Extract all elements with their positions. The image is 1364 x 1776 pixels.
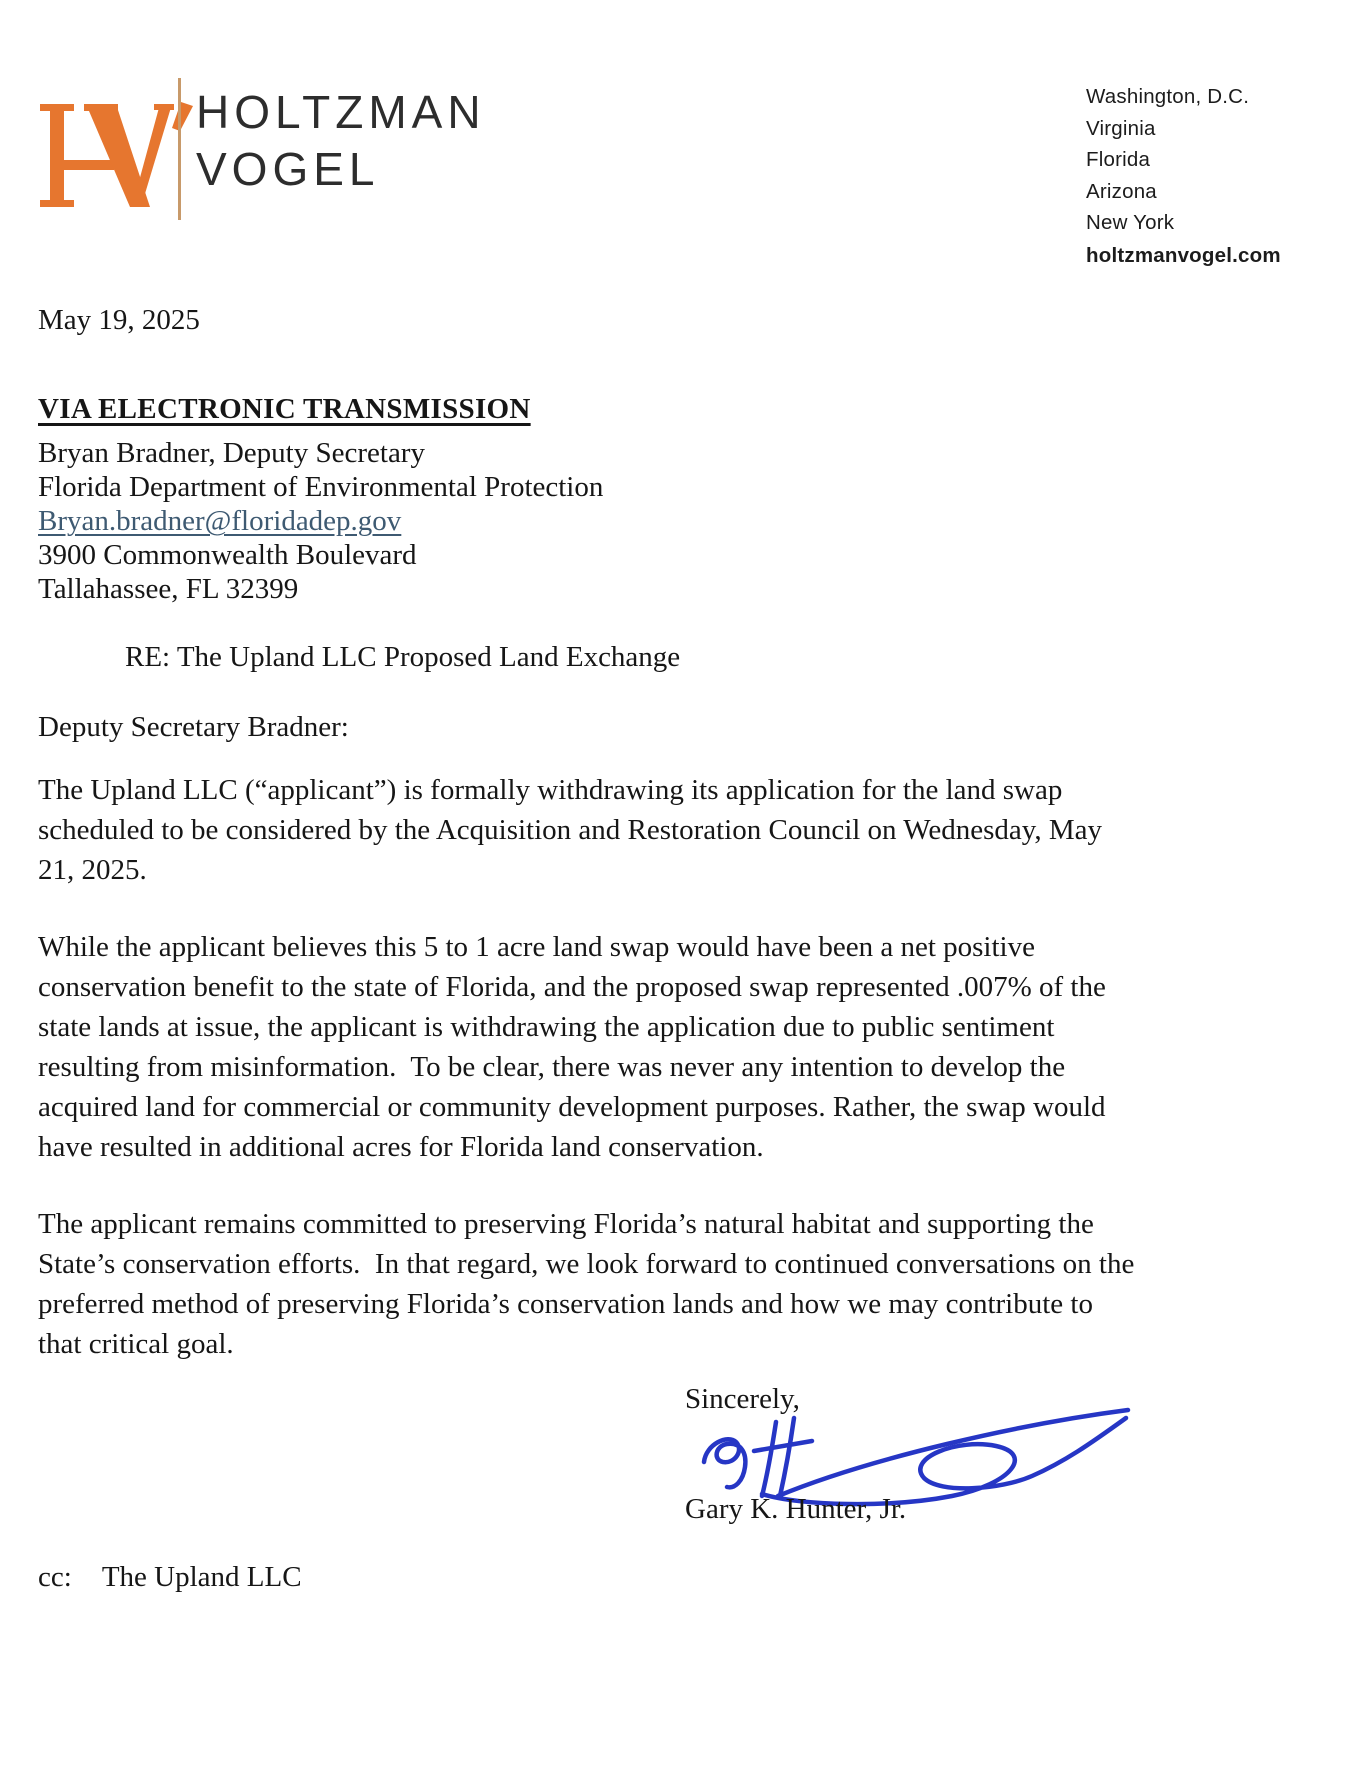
recipient-block [38,436,603,606]
recipient-address-2: Tallahassee, FL 32399 [38,573,299,605]
re-line: RE: The Upland LLC Proposed Land Exchange [125,641,681,673]
recipient-address-1: 3900 Commonwealth Boulevard [38,539,417,571]
body-paragraph: The Upland LLC (“applicant”) is formally withdrawing its application for the land swap scheduled to be considered by the Acquisition and Restoration Council on Wednesday, May 21, 2025. [38,774,1110,886]
cc-label: cc: [38,1561,72,1593]
location-item: Washington, D.C. [1086,85,1250,108]
delivery-method: VIA ELECTRONIC TRANSMISSION [38,393,531,425]
recipient-org: Florida Department of Environmental Protection [38,471,604,503]
recipient-email-link[interactable]: Bryan.bradner@floridadep.gov [38,505,402,537]
location-item: New York [1086,211,1175,234]
cc-name: The Upland LLC [101,1561,302,1593]
hv-monogram-logo [34,88,202,223]
salutation: Deputy Secretary Bradner: [38,711,349,743]
website-text: holtzmanvogel.com [1086,244,1281,267]
date-text: May 19, 2025 [38,304,200,336]
body-paragraph: The applicant remains committed to preserving Florida’s natural habitat and supporting the State’s conservation efforts. In that regard, we look forward to continued conversations on the preferred method of preserving Florida’s conservation lands and how we may contribute to that critical goal. [38,1208,1142,1360]
signer-name: Gary K. Hunter, Jr. [685,1493,907,1525]
location-item: Florida [1086,148,1151,171]
firm-name-line2: VOGEL [196,143,380,195]
body-paragraphs [38,770,1142,1401]
location-item: Virginia [1086,116,1156,140]
brand-divider [178,78,181,220]
recipient-name: Bryan Bradner, Deputy Secretary [38,437,425,469]
cc-line [38,1560,302,1594]
closing-text: Sincerely, [685,1383,800,1415]
office-locations [1086,81,1249,239]
firm-name-line1: HOLTZMAN [196,86,486,138]
body-paragraph: While the applicant believes this 5 to 1 acre land swap would have been a net positive conservation benefit to the state of Florida, and the proposed swap represented .007% of the state lands at issue, the applicant is withdrawing the application due to public sentiment resulting from misinformation. To be clear, there was never any intention to develop the acquired land for commercial or community development purposes. Rather, the swap would have resulted in additional acres for Florida land conservation. [38,931,1114,1163]
firm-name [196,84,486,198]
location-item: Arizona [1086,179,1157,203]
